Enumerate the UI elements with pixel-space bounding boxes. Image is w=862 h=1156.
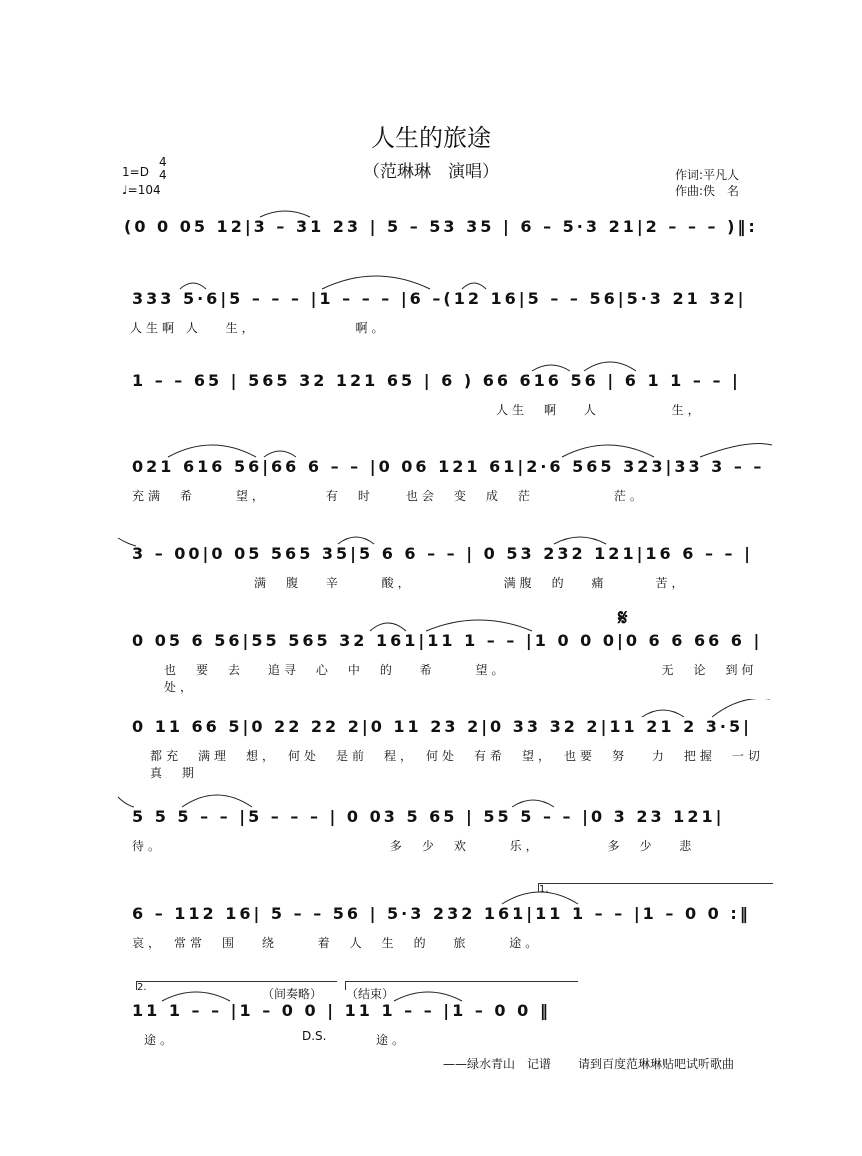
meter-bottom: 4 (159, 168, 167, 182)
slur-mark (116, 793, 136, 809)
notation-line: 333 5·6|5 – – – |1 – – – |6 –(12 16|5 – – 56|5·3 21 32| (132, 289, 747, 308)
notation-line: 0 05 6 56|55 565 32 161|11 1 – – |1 0 0 0|0 6 6 66 6 | (132, 631, 763, 650)
notation-line: 021 616 56|66 6 – – |0 06 121 61|2·6 565 323|33 3 – – (132, 457, 765, 476)
slur-mark (424, 615, 534, 633)
slur-mark (392, 987, 464, 1003)
key-signature: 1=D (122, 165, 149, 179)
lyric-line: 人生 啊 人 生， (496, 403, 704, 417)
slur-mark (710, 699, 772, 719)
slur-mark (180, 789, 254, 809)
transcriber-credit: ——绿水青山 记谱 (443, 1057, 552, 1071)
score-row-4 (120, 457, 782, 503)
slur-mark (698, 443, 774, 459)
listen-note: 请到百度范琳琳贴吧试听歌曲 (578, 1057, 735, 1071)
notation-line: 3 – 00|0 05 565 35|5 6 6 – – | 0 53 232 121|16 6 – – | (132, 544, 753, 563)
slur-mark (582, 357, 638, 373)
meter-top: 4 (159, 155, 167, 169)
slur-mark (460, 279, 488, 291)
slur-mark (640, 705, 686, 719)
notation-line: 6 – 112 16| 5 – – 56 | 5·3 232 161|11 1 – – |1 – 0 0 :‖ (132, 904, 751, 923)
score-row-3 (120, 371, 782, 417)
score-row-8 (120, 807, 782, 853)
interlude-note: （间奏略） (262, 987, 323, 1001)
singer-subtitle: （范琳琳 演唱） (363, 162, 499, 182)
slur-mark (160, 987, 232, 1003)
lyricist-credit: 作词:平凡人 (675, 168, 740, 182)
notation-line: (0 0 05 12|3 – 31 23 | 5 – 53 35 | 6 – 5·3 21|2 – – – )‖: (124, 217, 758, 236)
notation-line: 1 – – 65 | 565 32 121 65 | 6 ) 66 616 56 | 6 1 1 – – | (132, 371, 741, 390)
last-lyric-first-ending: 途。 (144, 1033, 177, 1047)
volta-bracket-1 (538, 883, 773, 895)
score-row-6 (120, 631, 782, 694)
volta-label-1: 1. (539, 884, 549, 895)
slur-mark (530, 361, 572, 373)
score-row-9 (120, 904, 782, 950)
score-row-5 (120, 544, 782, 590)
lyric-line: 充满 希 望， 有 时 也会 变 成 茫 茫。 (132, 489, 646, 503)
ending-note: （结束） (346, 987, 395, 1001)
tempo-mark: ♩=104 (122, 183, 161, 197)
lyric-line: 哀， 常常 围 绕 着 人 生 的 旅 途。 (132, 936, 542, 950)
da-segno-mark: D.S. (302, 1029, 327, 1043)
score-row-1 (120, 217, 782, 243)
slur-mark (510, 795, 556, 809)
notation-line: 5 5 5 – – |5 – – – | 0 03 5 65 | 55 5 – – |0 3 23 121| (132, 807, 725, 826)
last-lyric-second-ending: 途。 (376, 1033, 409, 1047)
score-row-2 (120, 289, 782, 335)
volta-label-2: 2. (137, 982, 147, 993)
time-signature (159, 156, 167, 182)
page-title: 人生的旅途 (371, 124, 491, 152)
slur-mark (258, 207, 312, 219)
slur-mark (178, 279, 208, 291)
lyric-line: 待。 多 少 欢 乐， 多 少 悲 (132, 839, 696, 853)
lyric-line: 都充 满理 想， 何处 是前 程， 何处 有希 望， 也要 努 力 把握 一切 真 期 (150, 749, 780, 780)
lyric-line: 人生啊 人 生， 啊。 (130, 321, 388, 335)
notation-line: 11 1 – – |1 – 0 0 | 11 1 – – |1 – 0 0 ‖ (132, 1001, 551, 1020)
slur-mark (166, 439, 258, 459)
lyric-line: 满 腹 辛 酸， 满腹 的 痛 苦， (254, 576, 688, 590)
composer-credit: 作曲:佚 名 (675, 184, 740, 198)
slur-mark (336, 532, 376, 546)
segno-sign: 𝄋 (618, 606, 628, 631)
slur-mark (560, 439, 656, 459)
lyric-line: 也 要 去 追寻 心 中 的 希 望。 无 论 到何 处， (164, 663, 774, 694)
slur-mark (320, 271, 432, 291)
score-row-7 (120, 717, 782, 780)
slur-mark (262, 447, 298, 459)
notation-line: 0 11 66 5|0 22 22 2|0 11 23 2|0 33 32 2|11 21 2 3·5| (132, 717, 752, 736)
slur-mark (116, 536, 138, 548)
slur-mark (552, 532, 608, 546)
slur-mark (368, 617, 408, 633)
